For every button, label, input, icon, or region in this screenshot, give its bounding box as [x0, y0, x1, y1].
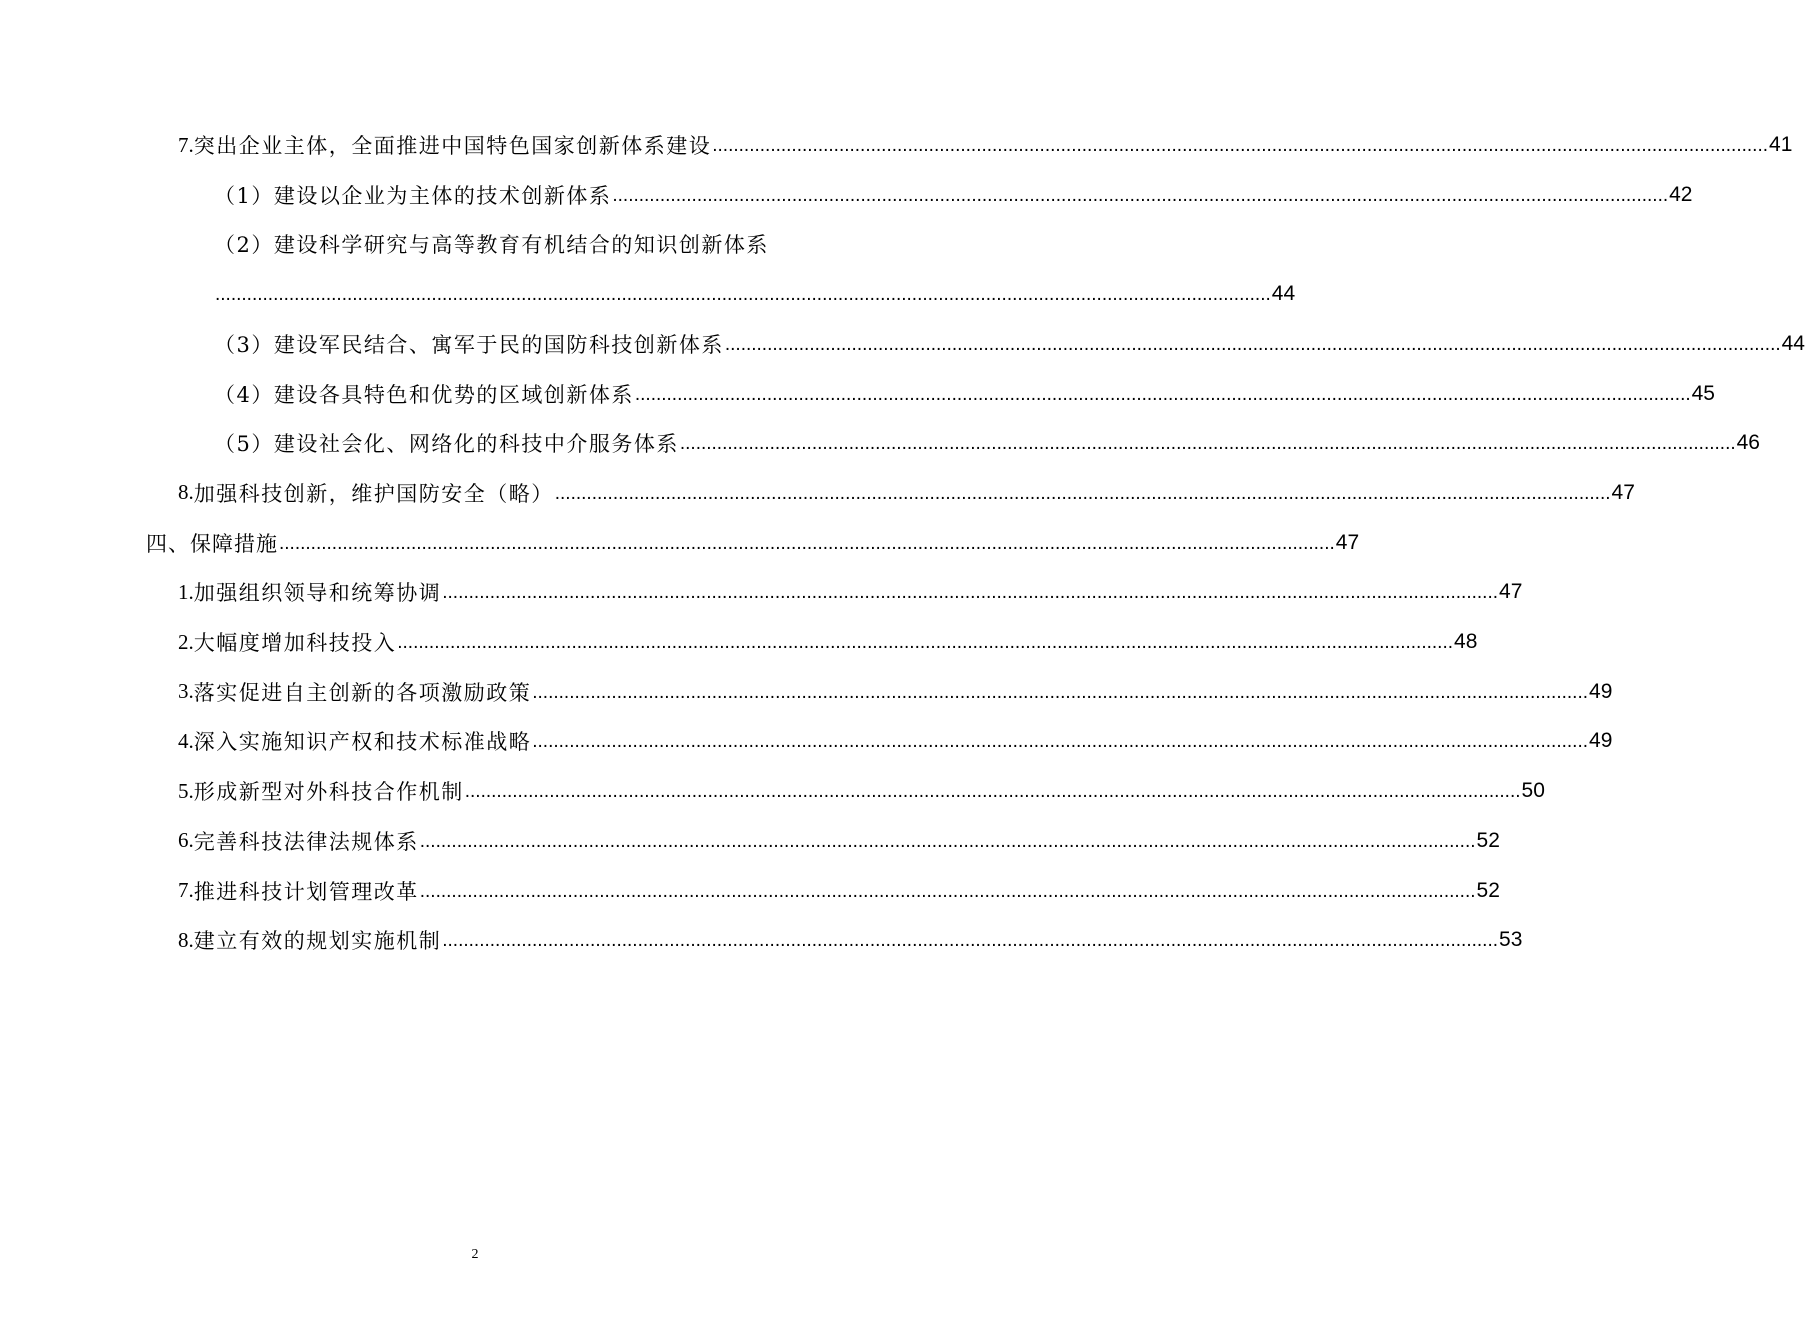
toc-page-number: 47: [1611, 480, 1635, 504]
toc-leader-dots: ........................................................................................................................................................................................................: [712, 135, 1769, 156]
toc-leader-dots: ........................................................................................................................................................................................................: [464, 781, 1521, 803]
toc-leader-dots: ........................................................................................................................................................................................................: [397, 632, 1454, 653]
toc-leader-dots: ........................................................................................................................................................................................................: [215, 284, 1271, 306]
toc-page-number: 50: [1521, 779, 1545, 803]
toc-leader-dots: ........................................................................................................................................................................................................: [679, 433, 1736, 455]
toc-entry[interactable]: [178, 771, 1545, 811]
toc-leader-dots: ........................................................................................................................................................................................................: [532, 681, 1589, 703]
toc-entry[interactable]: [178, 721, 1613, 761]
toc-leader-dots: ........................................................................................................................................................................................................: [419, 830, 1476, 852]
toc-leader-dots: ........................................................................................................................................................................................................: [419, 880, 1476, 902]
toc-entry-label: 推进科技计划管理改革: [193, 879, 419, 904]
toc-leader-dots: ........................................................................................................................................................................................................: [442, 582, 1499, 604]
toc-page-number: 42: [1669, 182, 1693, 206]
toc-leader-dots: ........................................................................................................................................................................................................: [442, 930, 1499, 952]
toc-entry-label: （5）建设社会化、网络化的科技中介服务体系: [214, 432, 679, 457]
toc-page-number: 52: [1476, 828, 1500, 852]
toc-entry[interactable]: [214, 274, 1296, 314]
toc-entry-label: （1）建设以企业为主体的技术创新体系: [214, 183, 612, 208]
toc-leader-dots: ........................................................................................................................................................................................................: [279, 532, 1335, 554]
toc-leader-dots: ........................................................................................................................................................................................................: [724, 333, 1781, 355]
toc-entry[interactable]: [178, 672, 1613, 712]
toc-leader-dots: ........................................................................................................................................................................................................: [634, 383, 1691, 405]
toc-entry-number: 2.: [178, 629, 194, 654]
toc-entry-label: 建立有效的规划实施机制: [193, 929, 442, 954]
toc-page-number: 46: [1736, 431, 1760, 455]
toc-entry[interactable]: [214, 374, 1715, 414]
toc-entry-label: （2）建设科学研究与高等教育有机结合的知识创新体系: [214, 233, 769, 258]
toc-entry-number: 4.: [178, 728, 194, 753]
toc-page-number: 44: [1781, 331, 1805, 355]
toc-page-number: 52: [1476, 878, 1500, 902]
toc-entry-number: 6.: [178, 828, 194, 853]
toc-entry-label: 四、保障措施: [146, 531, 278, 556]
toc-page-number: 53: [1499, 928, 1523, 952]
page-number: 2: [471, 1247, 479, 1262]
toc-entry[interactable]: [178, 920, 1523, 960]
toc-entry-label: 完善科技法律法规体系: [193, 829, 419, 854]
toc-page-number: 49: [1589, 679, 1613, 703]
toc-page-number: 45: [1691, 381, 1715, 405]
toc-entry-number: 8.: [178, 927, 194, 952]
toc-entry[interactable]: [214, 175, 1693, 215]
toc-entry[interactable]: [178, 622, 1478, 662]
toc-entry[interactable]: [214, 423, 1760, 463]
toc-page-number: 47: [1499, 580, 1523, 604]
toc-entry-label: 深入实施知识产权和技术标准战略: [193, 730, 532, 755]
toc-leader-dots: ........................................................................................................................................................................................................: [532, 731, 1589, 753]
toc-entry-label: （3）建设军民结合、寓军于民的国防科技创新体系: [214, 332, 724, 357]
toc-entry-number: 5.: [178, 778, 194, 803]
toc-entry-number: 7.: [178, 132, 194, 157]
toc-entry-label: 落实促进自主创新的各项激励政策: [193, 680, 532, 705]
toc-entry-number: 1.: [178, 579, 194, 604]
toc-entry[interactable]: [214, 224, 782, 264]
toc-entry[interactable]: [214, 324, 1805, 364]
toc-entry-label: 加强科技创新，维护国防安全（略）: [193, 481, 554, 506]
toc-entry[interactable]: [178, 871, 1500, 911]
toc-leader-dots: ........................................................................................................................................................................................................: [554, 482, 1611, 504]
toc-heading[interactable]: [146, 523, 1360, 563]
toc-entry-label: （4）建设各具特色和优势的区域创新体系: [214, 382, 634, 407]
toc-entry-label: 形成新型对外科技合作机制: [193, 780, 464, 805]
toc-page-number: 41: [1769, 133, 1793, 156]
toc-entry-number: 3.: [178, 679, 194, 704]
toc-entry[interactable]: [178, 473, 1635, 513]
toc-entry[interactable]: [178, 125, 1793, 165]
toc-entry-number: 8.: [178, 480, 194, 505]
toc-leader-dots: ........................................................................................................................................................................................................: [612, 184, 1669, 206]
toc-page-number: 48: [1454, 630, 1478, 653]
toc-entry-label: 突出企业主体，全面推进中国特色国家创新体系建设: [193, 134, 712, 158]
toc-page-number: 47: [1335, 530, 1360, 554]
toc-entry-label: 大幅度增加科技投入: [193, 631, 397, 655]
toc-entry-label: 加强组织领导和统筹协调: [193, 581, 442, 606]
toc-page-number: 44: [1271, 282, 1296, 306]
toc-page-number: 49: [1589, 729, 1613, 753]
toc-entry-number: 7.: [178, 878, 194, 902]
toc-entry[interactable]: [178, 821, 1500, 861]
toc-entry[interactable]: [178, 572, 1523, 612]
